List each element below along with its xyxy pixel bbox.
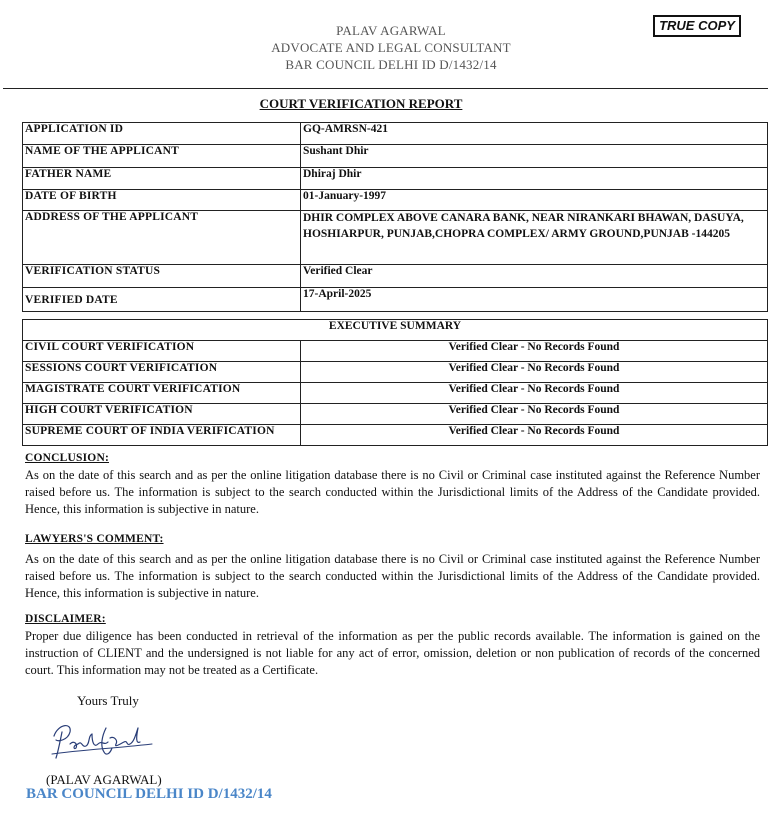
detail-value: Sushant Dhir xyxy=(301,145,768,168)
lawyers-comment-text: As on the date of this search and as per the online litigation database there is no Civil or Criminal case instituted against the Reference Number raised before us. The information is subject to the search conducted within the Jurisdictional limits of the Address of the Candidate provided. Hence, this information is subjective in nature. xyxy=(25,552,760,600)
signature-image xyxy=(48,714,158,764)
summary-value: Verified Clear - No Records Found xyxy=(301,425,768,446)
summary-value: Verified Clear - No Records Found xyxy=(301,383,768,404)
applicant-details-table xyxy=(22,122,768,312)
table-row xyxy=(23,320,768,341)
table-row xyxy=(23,123,768,145)
table-row xyxy=(23,145,768,168)
table-row xyxy=(23,190,768,211)
lawyers-comment-heading: LAWYERS'S COMMENT: xyxy=(25,533,164,545)
detail-label: APPLICATION ID xyxy=(23,123,301,145)
closing-salutation: Yours Truly xyxy=(77,693,139,708)
summary-label: SESSIONS COURT VERIFICATION xyxy=(23,362,301,383)
table-row xyxy=(23,168,768,190)
detail-label: ADDRESS OF THE APPLICANT xyxy=(23,211,301,265)
disclaimer-text: Proper due diligence has been conducted in retrieval of the information as per the public records available. The information is gained on the instruction of CLIENT and the undersigned is not liable for any act of error, omission, deletion or non publication of records of the concerned court. This information may not be treated as a Certificate. xyxy=(25,629,760,677)
letterhead xyxy=(0,22,782,73)
conclusion-heading: CONCLUSION: xyxy=(25,452,109,464)
header-divider xyxy=(3,88,768,89)
detail-label: NAME OF THE APPLICANT xyxy=(23,145,301,168)
summary-label: SUPREME COURT OF INDIA VERIFICATION xyxy=(23,425,301,446)
executive-summary-table xyxy=(22,319,768,446)
table-row xyxy=(23,362,768,383)
table-row xyxy=(23,341,768,362)
summary-value: Verified Clear - No Records Found xyxy=(301,362,768,383)
conclusion-text: As on the date of this search and as per the online litigation database there is no Civil or Criminal case instituted against the Reference Number raised before us. The information is subject to the search conducted within the Jurisdictional limits of the Address of the Candidate provided. Hence, this information is subjective in nature. xyxy=(25,468,760,516)
table-row xyxy=(23,425,768,446)
true-copy-stamp: TRUE COPY xyxy=(653,15,741,37)
disclaimer-heading: DISCLAIMER: xyxy=(25,613,106,625)
summary-label: CIVIL COURT VERIFICATION xyxy=(23,341,301,362)
detail-label: VERIFIED DATE xyxy=(23,288,301,312)
conclusion-section xyxy=(25,450,760,518)
summary-label: HIGH COURT VERIFICATION xyxy=(23,404,301,425)
detail-value: Dhiraj Dhir xyxy=(301,168,768,190)
table-row xyxy=(23,288,768,312)
detail-label: DATE OF BIRTH xyxy=(23,190,301,211)
table-row xyxy=(23,265,768,288)
table-row xyxy=(23,211,768,265)
table-row xyxy=(23,404,768,425)
summary-value: Verified Clear - No Records Found xyxy=(301,341,768,362)
lawyers-comment-section xyxy=(25,531,760,602)
detail-value: Verified Clear xyxy=(301,265,768,288)
advocate-title: ADVOCATE AND LEGAL CONSULTANT xyxy=(271,40,511,55)
disclaimer-section xyxy=(25,611,760,679)
detail-value: GQ-AMRSN-421 xyxy=(301,123,768,145)
report-title: COURT VERIFICATION REPORT xyxy=(259,96,463,111)
detail-value: 01-January-1997 xyxy=(301,190,768,211)
summary-title: EXECUTIVE SUMMARY xyxy=(23,320,768,341)
summary-label: MAGISTRATE COURT VERIFICATION xyxy=(23,383,301,404)
advocate-name: PALAV AGARWAL xyxy=(336,23,446,38)
detail-label: VERIFICATION STATUS xyxy=(23,265,301,288)
summary-value: Verified Clear - No Records Found xyxy=(301,404,768,425)
signatory-name: (PALAV AGARWAL) xyxy=(46,772,162,787)
detail-value: 17-April-2025 xyxy=(301,288,768,312)
table-row xyxy=(23,383,768,404)
advocate-bar-id: BAR COUNCIL DELHI ID D/1432/14 xyxy=(285,57,497,72)
detail-value: DHIR COMPLEX ABOVE CANARA BANK, NEAR NIRANKARI BHAWAN, DASUYA, HOSHIARPUR, PUNJAB,CHOPRA COMPLEX/ ARMY GROUND,PUNJAB -144205 xyxy=(301,211,768,265)
detail-label: FATHER NAME xyxy=(23,168,301,190)
signatory-bar-id: BAR COUNCIL DELHI ID D/1432/14 xyxy=(26,786,272,802)
